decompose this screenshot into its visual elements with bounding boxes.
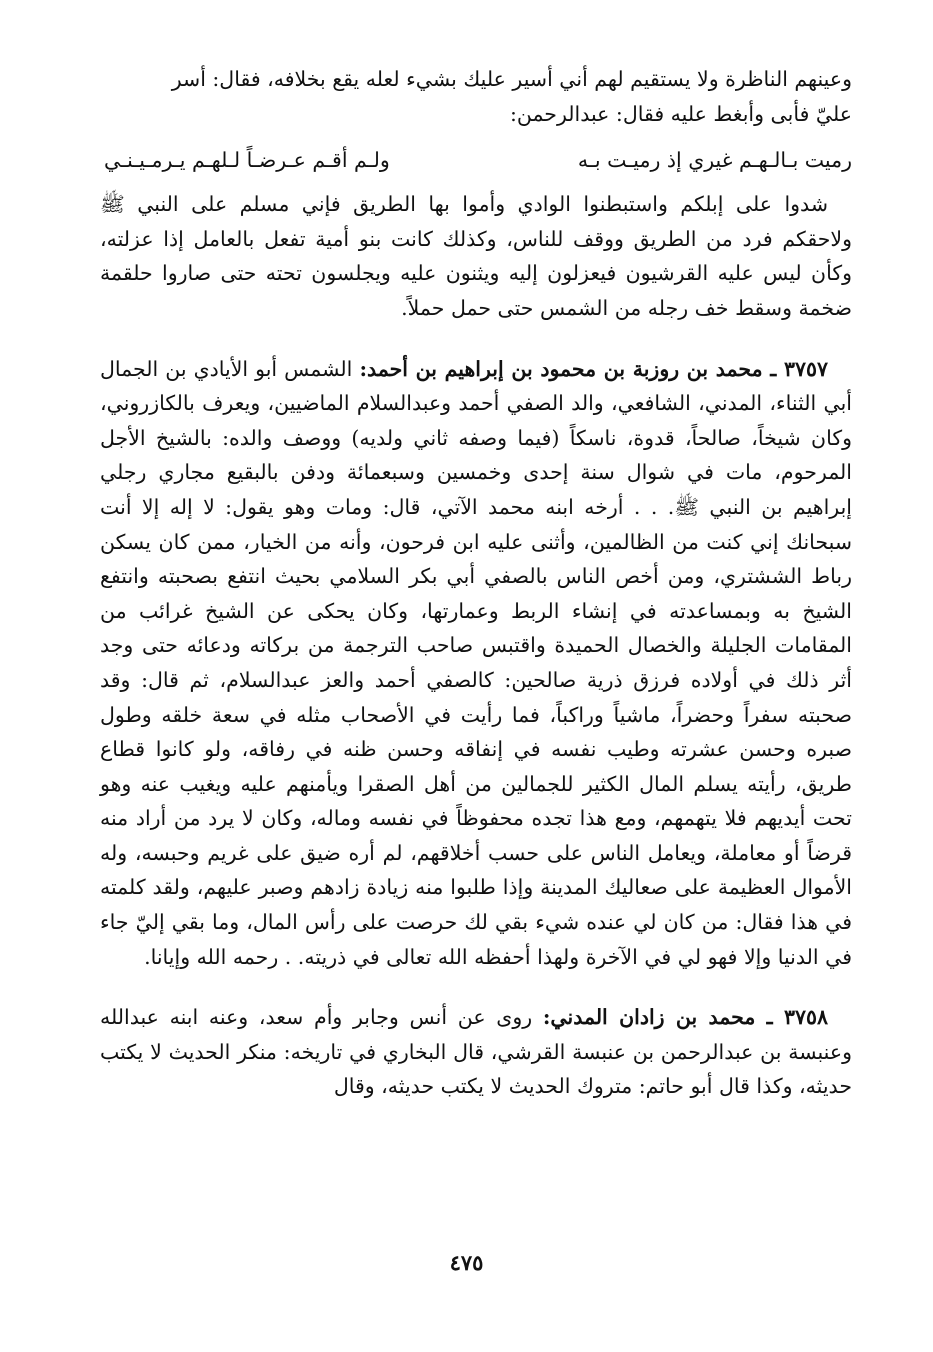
page-body <box>100 62 852 1104</box>
intro-line-1: وعينهم الناظرة ولا يستقيم لهم أني أسير عليك بشيء لعله يقع بخلافه، فقال: أسر <box>171 67 852 91</box>
entry-3757-heading: ٣٧٥٧ ـ محمد بن روزبة بن محمود بن إبراهيم بن أحمد: <box>359 356 828 381</box>
verse-second-hemistich: ولـم أقـم عـرضـاً لـلهـم يـرمـيـنـي <box>104 148 390 173</box>
page-number: ٤٧٥ <box>449 1250 484 1275</box>
entry-3758-heading: ٣٧٥٨ ـ محمد بن زادان المدني: <box>542 1005 828 1030</box>
biography-entry-3757 <box>100 352 852 975</box>
intro-line-2: عليّ فأبى وأبغط عليه فقال: عبدالرحمن: <box>509 101 852 126</box>
poetry-verse <box>100 143 852 177</box>
entry-3757-text: الشمس أبو الأيادي بن الجمال أبي الثناء، المدني، الشافعي، والد الصفي أحمد وعبدالسلام الماضيين، ويعرف بالكازروني، وكان شيخاً، صالحاً، قدوة، ناسكاً (فيما وصفه ثاني ولديه) ووصف والده: بالشيخ الأجل المرحوم، مات في شوال سنة إحدى وخمسين وسبعمائة ودفن بالبقيع مجاري رجلي إبراهيم بن النبي ﷺ. . . أرخه ابنه محمد الآتي، قال: ومات وهو يقول: لا إله إلا أنت سبحانك إني كنت من الظالمين، وأثنى عليه ابن فرحون، وأنه من الخيار، ممن كان يسكن رباط الششتري، ومن أخص الناس بالصفي أبي بكر السلامي بحيث انتفع بصحبته وانتفع الشيخ به وبمساعدته في إنشاء الربط وعمارتها، وكان يحكى عن الشيخ غرائب من المقامات الجليلة والخصال الحميدة واقتبس صاحب الترجمة من بركاته ودعائه حتى وجد أثر ذلك في أولاده فرزق ذرية صالحين: كالصفي أحمد والعز عبدالسلام، ثم قال: وقد صحبته سفراً وحضراً، ماشياً وراكباً، فما رأيت في الأصحاب مثله في سعة خلقه وطول صبره وحسن عشرته وطيب نفسه في إنفاقه وحسن ظنه في رفاقه، ولو كانوا قطاع طريق، رأيته يسلم المال الكثير للجمالين من أهل الصقرا ويأمنهم عليه ويغيب عنه وهو تحت أيديهم فلا يتهمهم، ومع هذا تجده محفوظاً في نفسه وماله، وكان لا يرد من أراد منه قرضاً أو معاملة، ويعامل الناس على حسب أخلاقهم، لم أره ضيق على غريم وحبسه، وله الأموال العظيمة على صعاليك المدينة وإذا طلبوا منه زيادة زادهم وصبر عليهم، ولقد كلمته في هذا فقال: من كان لي عنده شيء بقي لك حرصت على رأس المال، وما بقي إليّ جاء في الدنيا وإلا فهو لي في الآخرة ولهذا أحفظه الله تعالى في ذريته. . رحمه الله وإيانا. <box>100 356 852 969</box>
verse-first-hemistich: رميت بـالـهـم غيري إذ رميـت بـه <box>577 148 852 173</box>
biography-entry-3758 <box>100 1000 852 1104</box>
entry-3758-text: روى عن أنس وجابر وأم سعد، وعنه ابنه عبدالله وعنبسة بن عبدالرحمن بن عنبسة القرشي، قال البخاري في تاريخه: منكر الحديث لا يكتب حديثه، وكذا قال أبو حاتم: متروك الحديث لا يكتب حديثه، وقال <box>100 1005 852 1099</box>
intro-paragraph <box>100 62 852 131</box>
narration-paragraph: شدوا على إبلكم واستبطنوا الوادي وأموا بها الطريق فإني مسلم على النبي ﷺ ولاحقكم فرد من الطريق ووقف للناس، وكذلك كانت بنو أمية تفعل بالعامل إذا عزلته، وكأن ليس عليه القرشيون فيعزلون إليه ويثنون عليه ويجلسون تحته حتى صاروا حلقمة ضخمة وسقط خف رجله من الشمس حتى حمل حملاً. <box>100 192 852 320</box>
